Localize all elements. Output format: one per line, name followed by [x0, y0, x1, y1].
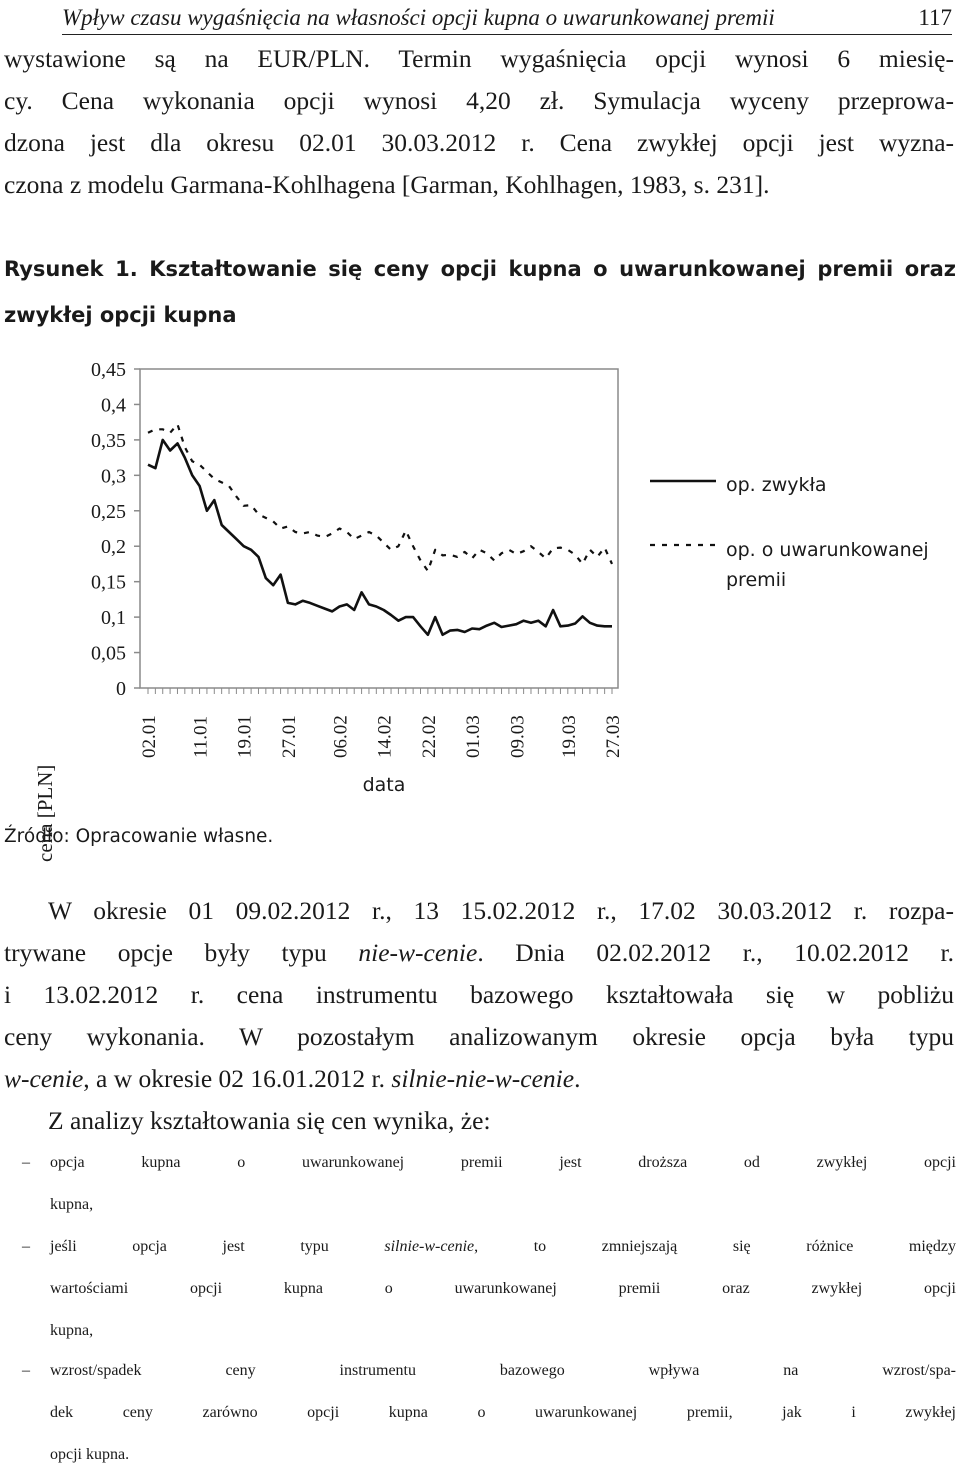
list-item-text — [50, 1142, 956, 1226]
text-line: wartościami opcji kupna o uwarunkowanej premii oraz zwykłej opcji — [50, 1280, 956, 1297]
text-line: Z analizy kształtowania się cen wynika, że: — [48, 1106, 491, 1135]
x-tick-label: 02.01 — [139, 715, 160, 758]
x-tick-label: 19.01 — [234, 715, 256, 758]
text-line: opcja kupna o uwarunkowanej premii jest droższa od zwykłej opcji — [50, 1154, 956, 1171]
figure-source: Źródło: Opracowanie własne. — [4, 826, 274, 847]
x-tick-label: 11.01 — [190, 715, 212, 758]
list-item-text — [50, 1226, 956, 1352]
y-tick-label: 0,25 — [91, 500, 126, 523]
text-span: , to zmniejszają się różnice między — [474, 1238, 957, 1255]
x-tick-label: 22.02 — [418, 715, 440, 758]
text-line: dzona jest dla okresu 02.01 30.03.2012 r. Cena zwykłej opcji jest wyzna- — [4, 128, 954, 157]
term-w-cenie: w-cenie — [4, 1064, 84, 1093]
x-axis-label: data — [362, 774, 406, 796]
y-axis-label: cena [PLN] — [33, 764, 57, 862]
term-silnie-nie-w-cenie: silnie-nie-w-cenie — [391, 1064, 575, 1093]
running-header-title: Wpływ czasu wygaśnięcia na własności opcji kupna o uwarunkowanej premii — [62, 5, 775, 30]
text-line: wzrost/spadek ceny instrumentu bazowego wpływa na wzrost/spa- — [50, 1362, 956, 1379]
x-tick-label: 19.03 — [558, 715, 580, 758]
y-tick-label: 0,05 — [91, 642, 126, 665]
chart-legend — [650, 474, 929, 591]
text-line: ceny wykonania. W pozostałym analizowanym okresie opcja była typu — [4, 1022, 954, 1051]
term-nie-w-cenie: nie-w-cenie — [358, 938, 478, 967]
y-tick-label: 0,2 — [101, 536, 126, 559]
text-span: trywane opcje były typu — [4, 938, 327, 967]
x-tick-label: 09.03 — [507, 715, 529, 758]
text-line: wystawione są na EUR/PLN. Termin wygaśnięcia opcji wynosi 6 miesię- — [4, 44, 954, 73]
text-line: W okresie 01 09.02.2012 r., 13 15.02.2012 r., 17.02 30.03.2012 r. rozpa- — [48, 896, 954, 925]
y-tick-label: 0,35 — [91, 429, 126, 452]
y-tick-label: 0,45 — [91, 359, 126, 381]
text-line: i 13.02.2012 r. cena instrumentu bazowego kształtowała się w pobliżu — [4, 980, 954, 1009]
caption-line: zwykłej opcji kupna — [4, 303, 237, 327]
text-line: cy. Cena wykonania opcji wynosi 4,20 zł. Symulacja wyceny przeprowa- — [4, 86, 954, 115]
series-line-op-uwarunkowana — [148, 424, 612, 571]
chart-series — [148, 424, 612, 635]
y-tick-label: 0,1 — [101, 607, 126, 630]
text-line: opcji kupna. — [50, 1446, 130, 1463]
y-tick-label: 0,4 — [101, 394, 126, 417]
list-dash: – — [22, 1362, 30, 1379]
text-span: , a w okresie 02 16.01.2012 r. — [83, 1064, 386, 1093]
legend-label: premii — [726, 569, 787, 591]
page-number: 117 — [918, 5, 952, 30]
text-line — [4, 932, 954, 974]
running-header — [62, 4, 952, 35]
series-line-op-zwykla — [148, 440, 612, 635]
body-paragraph — [4, 890, 954, 1142]
intro-paragraph — [4, 38, 954, 206]
list-item-text — [50, 1350, 956, 1476]
y-axis-ticks — [91, 359, 140, 700]
x-tick-label: 27.03 — [603, 715, 624, 758]
plot-frame — [140, 369, 618, 688]
term-silnie-w-cenie: silnie-w-cenie — [384, 1238, 475, 1255]
text-span: . Dnia 02.02.2012 r., 10.02.2012 r. — [477, 938, 954, 967]
text-line — [4, 1058, 954, 1100]
legend-label: op. zwykła — [726, 474, 827, 496]
y-tick-label: 0 — [116, 678, 126, 700]
chart-axes — [140, 369, 618, 688]
text-line — [50, 1226, 956, 1268]
y-tick-label: 0,15 — [91, 571, 126, 594]
list-dash: – — [22, 1238, 30, 1255]
text-span: jeśli opcja jest typu — [50, 1238, 329, 1255]
text-span: . — [574, 1064, 581, 1093]
text-line: dek ceny zarówno opcji kupna o uwarunkowanej premii, jak i zwykłej — [50, 1404, 956, 1421]
x-tick-label: 01.03 — [463, 715, 485, 758]
x-tick-label: 27.01 — [278, 715, 300, 758]
text-line: kupna, — [50, 1322, 94, 1339]
x-tick-label: 06.02 — [330, 715, 352, 758]
x-tick-label: 14.02 — [374, 715, 396, 758]
caption-line: Rysunek 1. Kształtowanie się ceny opcji kupna o uwarunkowanej premii oraz — [4, 257, 956, 281]
figure-caption — [4, 246, 956, 338]
text-line: czona z modelu Garmana-Kohlhagena [Garman, Kohlhagen, 1983, s. 231]. — [4, 170, 770, 199]
y-tick-label: 0,3 — [101, 465, 126, 488]
x-axis-ticks — [139, 688, 624, 758]
text-line: kupna, — [50, 1196, 94, 1213]
legend-label: op. o uwarunkowanej — [726, 539, 929, 561]
list-dash: – — [22, 1154, 30, 1171]
